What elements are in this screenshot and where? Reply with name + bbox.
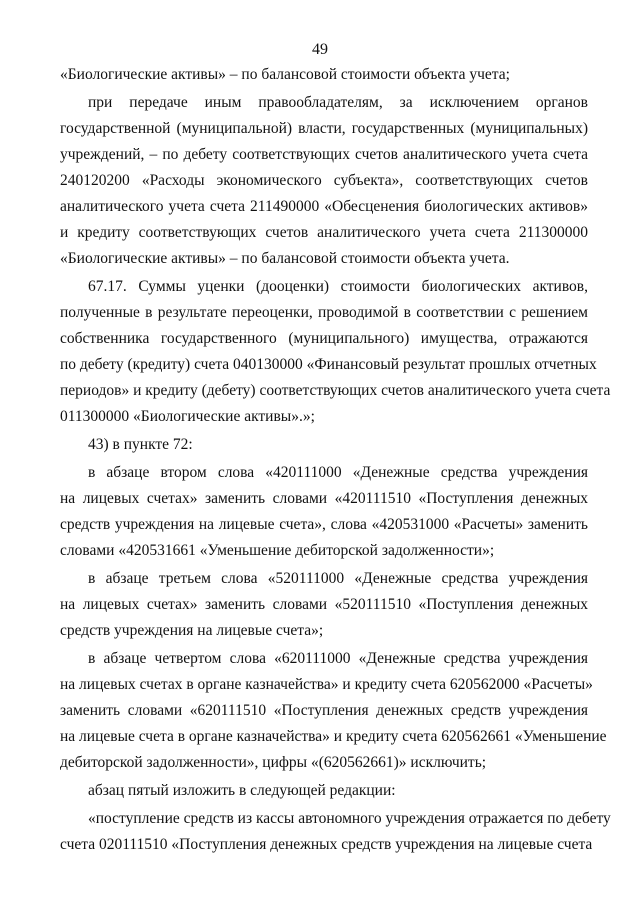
- text-line: средств учреждения на лицевые счета», слова «420531000 «Расчеты» заменить: [60, 516, 588, 533]
- text-line: на лицевых счетах» заменить словами «420111510 «Поступления денежных: [60, 490, 588, 507]
- text-line: на лицевых счетах в органе казначейства» и кредиту счета 620562000 «Расчеты»: [60, 676, 593, 693]
- text-line: аналитического учета счета 211490000 «Обесценения биологических активов»: [60, 198, 588, 215]
- text-line: учреждений, – по дебету соответствующих счетов аналитического учета счета: [60, 146, 588, 163]
- text-line: государственной (муниципальной) власти, государственных (муниципальных): [60, 120, 588, 137]
- text-line: абзац пятый изложить в следующей редакции:: [88, 782, 396, 799]
- text-line: при передаче иным правообладателям, за исключением органов: [88, 94, 588, 111]
- text-line: счета 020111510 «Поступления денежных средств учреждения на лицевые счета: [60, 836, 593, 853]
- text-line: периодов» и кредиту (дебету) соответствующих счетов аналитического учета счета: [60, 382, 611, 399]
- text-line: словами «420531661 «Уменьшение дебиторской задолженности»;: [60, 542, 495, 559]
- text-line: в абзаце втором слова «420111000 «Денежные средства учреждения: [88, 464, 588, 481]
- text-line: «Биологические активы» – по балансовой стоимости объекта учета;: [60, 66, 510, 83]
- text-line: на лицевых счетах» заменить словами «520111510 «Поступления денежных: [60, 596, 588, 613]
- text-line: 240120200 «Расходы экономического субъекта», соответствующих счетов: [60, 172, 588, 189]
- text-line: «Биологические активы» – по балансовой стоимости объекта учета.: [60, 250, 510, 267]
- text-line: и кредиту соответствующих счетов аналитического учета счета 211300000: [60, 224, 588, 241]
- text-line: дебиторской задолженности», цифры «(620562661)» исключить;: [60, 754, 487, 771]
- text-line: 67.17. Суммы уценки (дооценки) стоимости биологических активов,: [88, 278, 588, 295]
- text-line: «поступление средств из кассы автономного учреждения отражается по дебету: [88, 810, 611, 827]
- text-line: 011300000 «Биологические активы».»;: [60, 408, 315, 425]
- text-line: 43) в пункте 72:: [88, 436, 193, 453]
- text-line: заменить словами «620111510 «Поступления денежных средств учреждения: [60, 702, 588, 719]
- text-line: средств учреждения на лицевые счета»;: [60, 622, 324, 639]
- text-line: по дебету (кредиту) счета 040130000 «Финансовый результат прошлых отчетных: [60, 356, 597, 373]
- text-line: в абзаце третьем слова «520111000 «Денежные средства учреждения: [88, 570, 588, 587]
- text-line: собственника государственного (муниципального) имущества, отражаются: [60, 330, 588, 347]
- text-line: полученные в результате переоценки, проводимой в соответствии с решением: [60, 304, 588, 321]
- text-line: на лицевые счета в органе казначейства» и кредиту счета 620562661 «Уменьшение: [60, 728, 607, 745]
- page-number: 49: [312, 41, 328, 58]
- text-line: в абзаце четвертом слова «620111000 «Денежные средства учреждения: [88, 650, 588, 667]
